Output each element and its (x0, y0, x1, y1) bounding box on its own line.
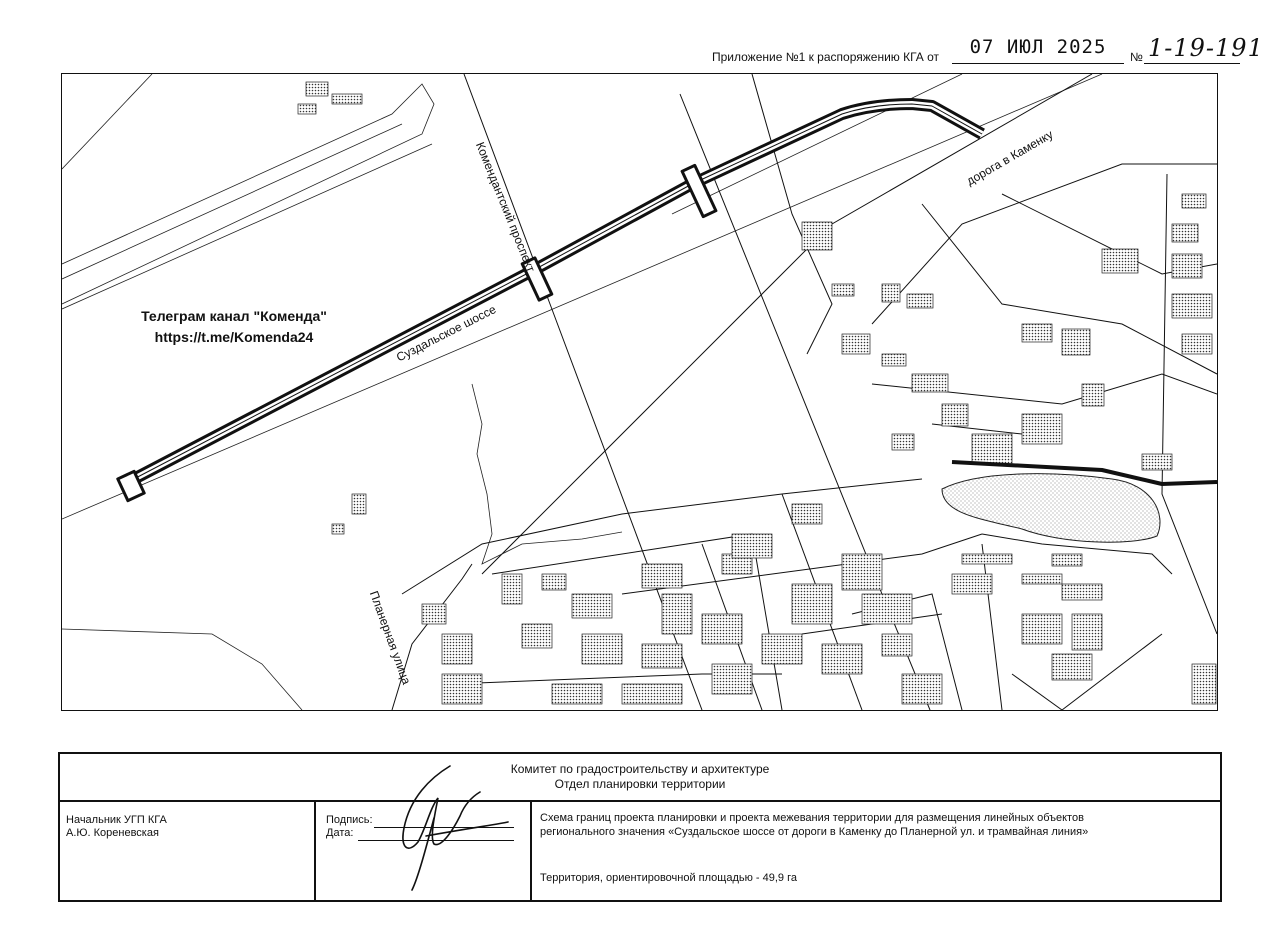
org-department: Отдел планировки территории (554, 777, 726, 791)
official-cell (60, 802, 316, 900)
scheme-description-line2: регионального значения «Суздальское шоссе от дороги в Каменку до Планерной ул. и трамвайная линия» (540, 826, 1089, 838)
label-komendantsky-prospekt: Комендантский проспект (473, 140, 538, 274)
title-block (58, 752, 1222, 902)
label-suzdal-highway: Суздальское шоссе (394, 302, 499, 365)
appendix-label: Приложение №1 к распоряжению КГА от (712, 50, 940, 64)
official-title: Начальник УГП КГА (66, 814, 167, 826)
lake (942, 474, 1160, 542)
number-underline (1144, 63, 1240, 64)
buildings (298, 82, 1216, 704)
scheme-description-line1: Схема границ проекта планировки и проекта межевания территории для размещения линейных объектов (540, 812, 1084, 824)
official-name: А.Ю. Кореневская (66, 827, 159, 839)
watermark-link[interactable]: https://t.me/Komenda24 (154, 329, 314, 345)
order-date: 07 ИЮЛ 2025 (969, 36, 1107, 58)
organization (60, 762, 1220, 792)
org-committee: Комитет по градостроительству и архитектуре (510, 762, 770, 776)
watermark-title: Телеграм канал "Коменда" (141, 308, 327, 324)
description-cell (532, 802, 1220, 900)
territory-map (61, 73, 1218, 711)
telegram-watermark (124, 306, 344, 348)
order-number: 1-19-191 (1148, 34, 1264, 62)
label-planernaya-street: Планерная улица (366, 589, 414, 687)
territory-area: Территория, ориентировочной площадью - 49,9 га (540, 872, 797, 884)
date-label: Дата: (326, 827, 354, 839)
date-underline (952, 63, 1124, 64)
appendix-header (712, 36, 1272, 66)
map-drawing (62, 74, 1217, 710)
signature-label: Подпись: (326, 814, 373, 826)
handwritten-signature (330, 758, 510, 898)
label-road-to-kamenka: дорога в Каменку (964, 127, 1056, 189)
number-label: № (1130, 50, 1143, 64)
stream (472, 384, 622, 564)
organization-row (60, 754, 1220, 802)
